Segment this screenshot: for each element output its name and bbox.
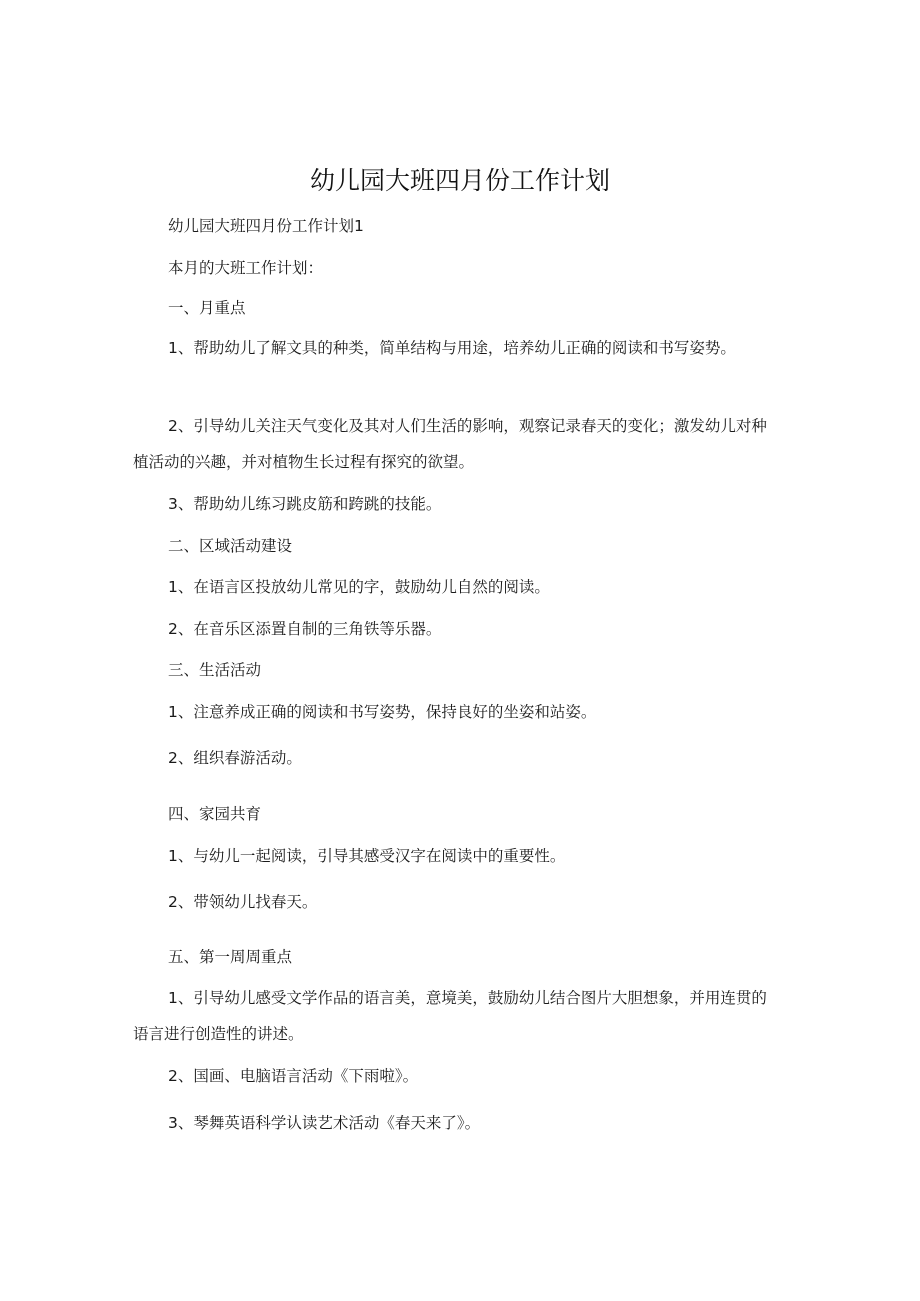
section-4-item-1: 1、与幼儿一起阅读，引导其感受汉字在阅读中的重要性。 [168, 847, 566, 865]
section-5-item-2: 2、国画、电脑语言活动《下雨啦》。 [168, 1067, 419, 1085]
section-heading-3: 三、生活活动 [168, 661, 262, 679]
subtitle: 幼儿园大班四月份工作计划1 [168, 217, 364, 235]
section-5-item-1: 1、引导幼儿感受文学作品的语言美，意境美，鼓励幼儿结合图片大胆想象，并用连贯的语言进行创造性的讲述。 [133, 989, 767, 1043]
section-2-item-2: 2、在音乐区添置自制的三角铁等乐器。 [168, 620, 442, 638]
section-1-item-3: 3、帮助幼儿练习跳皮筋和跨跳的技能。 [168, 495, 442, 513]
section-4-item-2: 2、带领幼儿找春天。 [168, 893, 318, 911]
section-5-item-3: 3、琴舞英语科学认读艺术活动《春天来了》。 [168, 1114, 481, 1132]
section-2-item-1: 1、在语言区投放幼儿常见的字，鼓励幼儿自然的阅读。 [168, 578, 550, 596]
section-heading-2: 二、区域活动建设 [168, 537, 293, 555]
intro-text: 本月的大班工作计划： [168, 259, 324, 277]
section-1-item-2: 2、引导幼儿关注天气变化及其对人们生活的影响，观察记录春天的变化；激发幼儿对种植活动的兴趣，并对植物生长过程有探究的欲望。 [133, 417, 767, 471]
section-heading-5: 五、第一周周重点 [168, 948, 293, 966]
section-3-item-1: 1、注意养成正确的阅读和书写姿势，保持良好的坐姿和站姿。 [168, 703, 597, 721]
section-heading-4: 四、家园共育 [168, 805, 262, 823]
document-title: 幼儿园大班四月份工作计划 [309, 166, 610, 195]
section-heading-1: 一、月重点 [168, 299, 246, 317]
section-1-item-1: 1、帮助幼儿了解文具的种类，简单结构与用途，培养幼儿正确的阅读和书写姿势。 [168, 339, 736, 357]
section-3-item-2: 2、组织春游活动。 [168, 749, 302, 767]
